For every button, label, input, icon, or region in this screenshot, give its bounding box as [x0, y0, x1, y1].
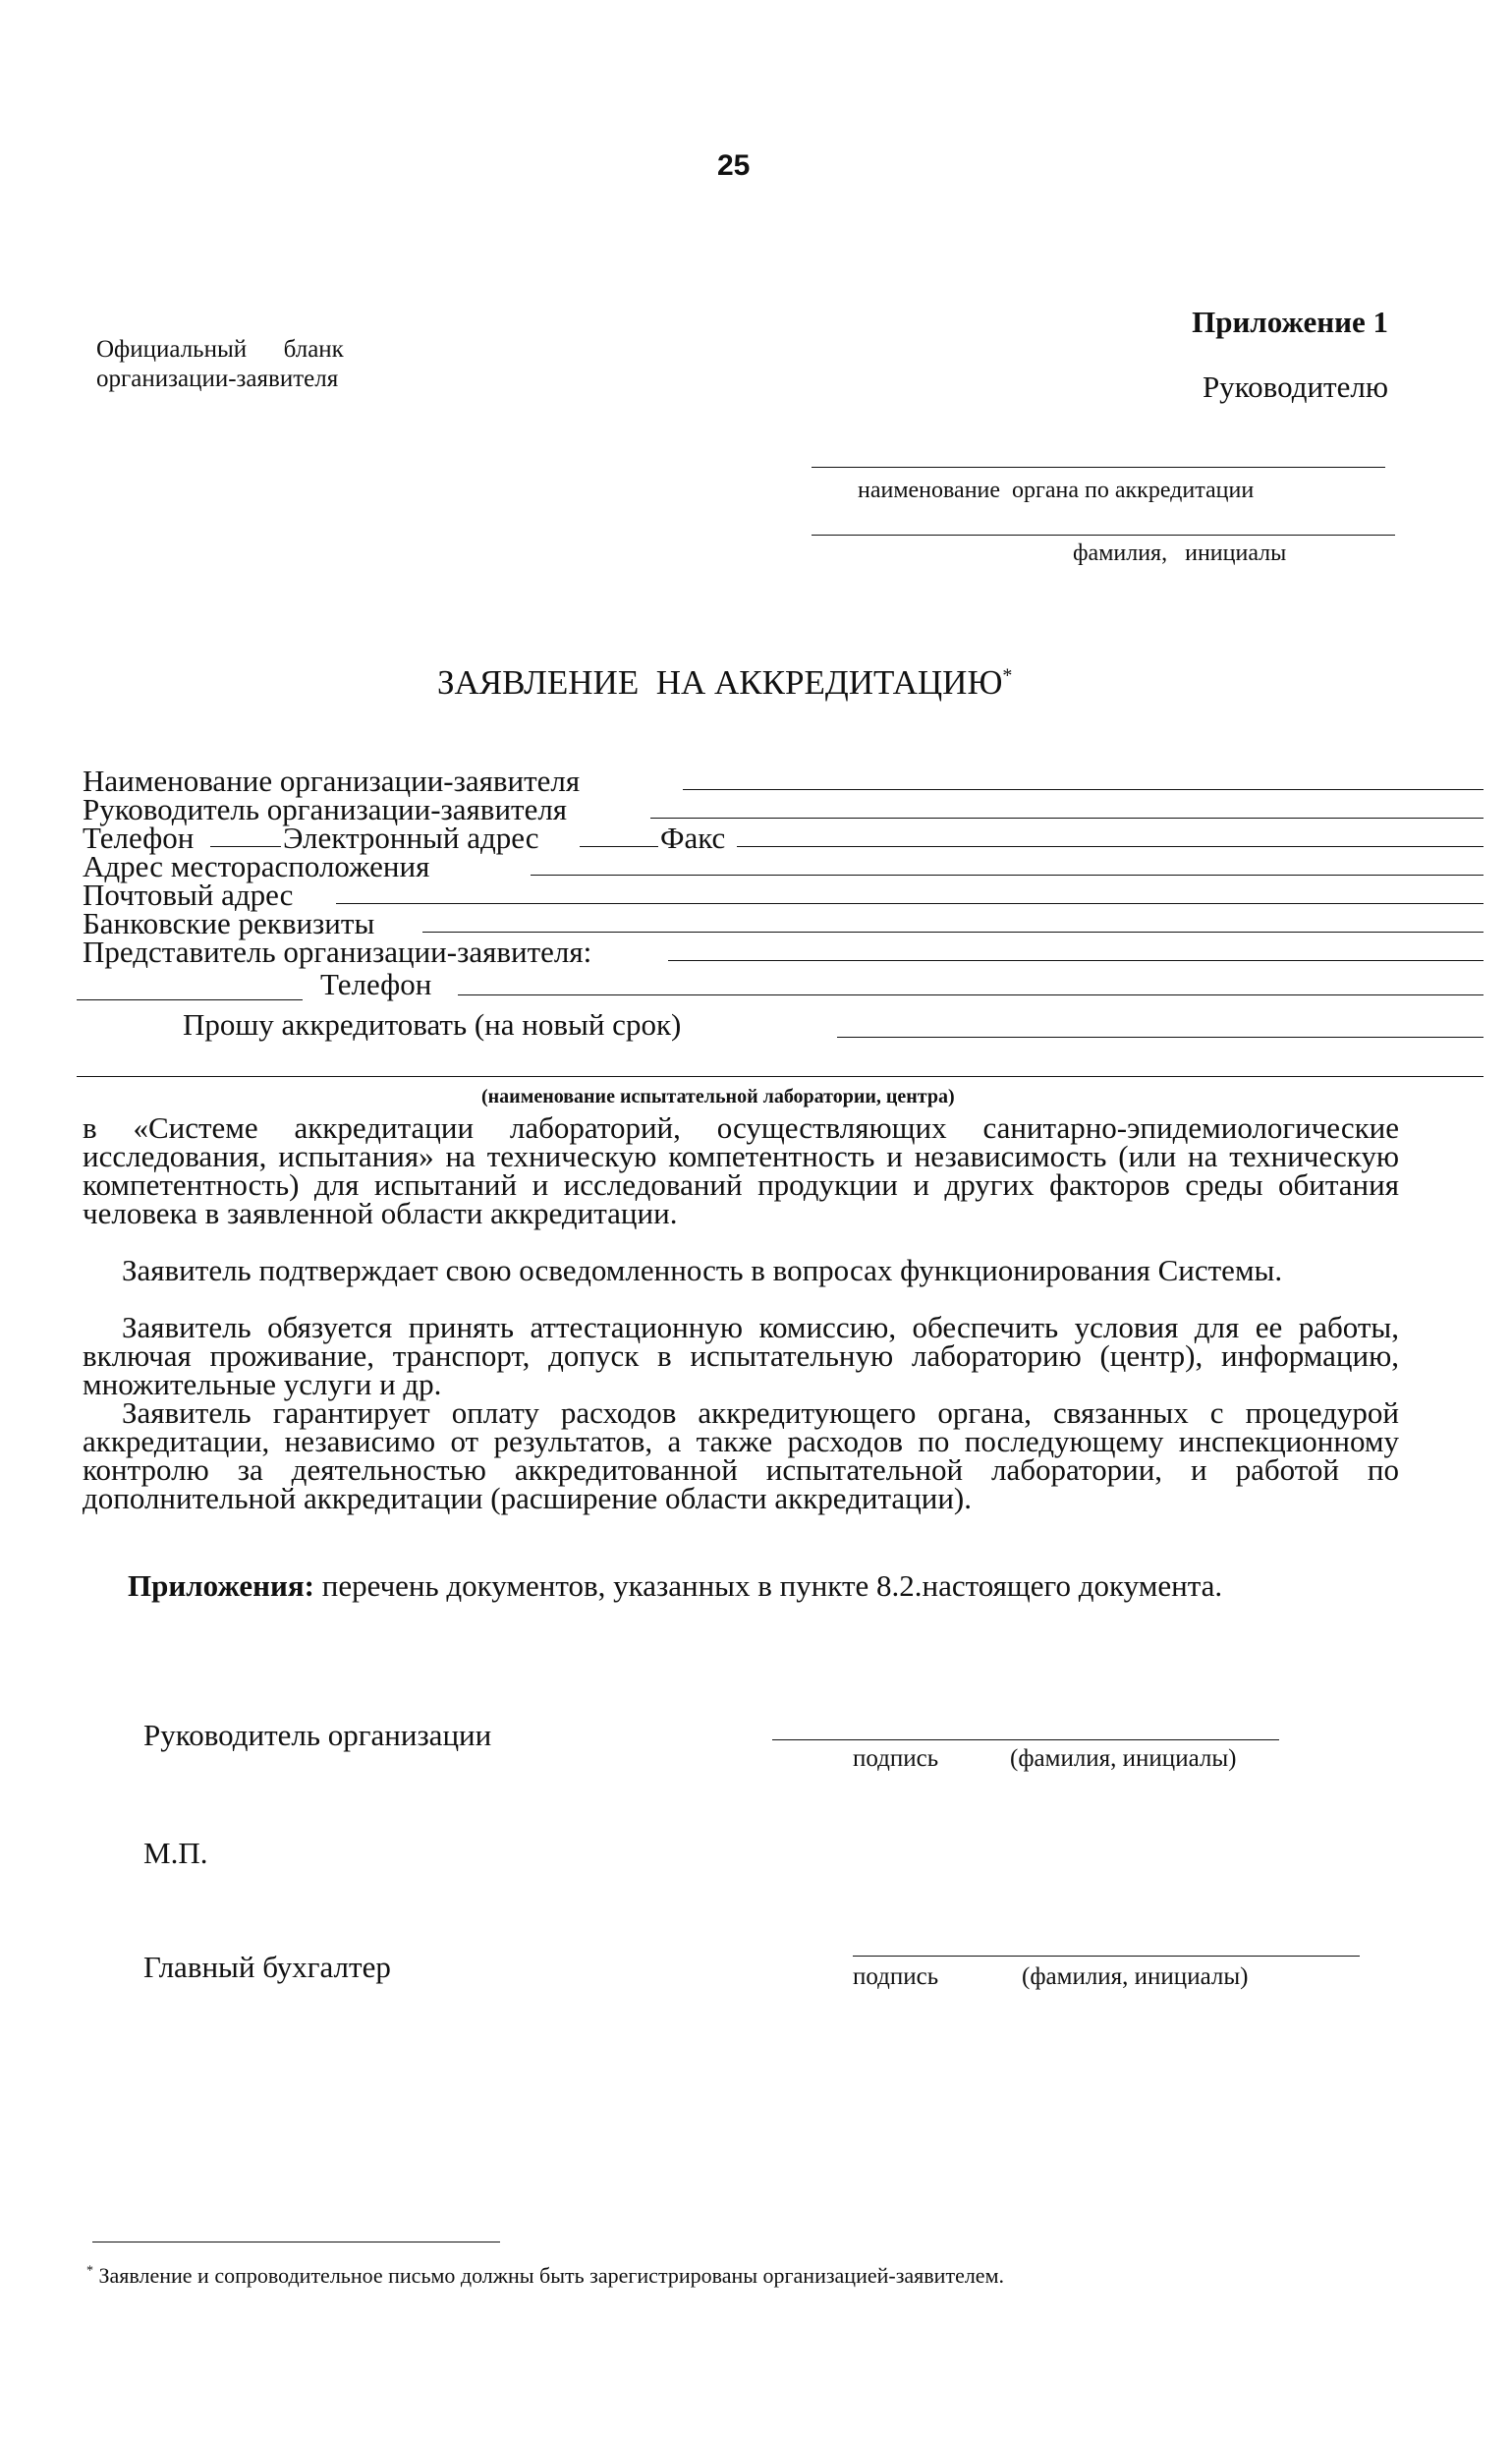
footnote-mark-2: * — [86, 2263, 93, 2279]
appendix-title: Приложение 1 — [1192, 305, 1388, 339]
label-location: Адрес месторасположения — [83, 849, 430, 883]
line-rep-phone — [458, 994, 1484, 995]
line-org-name — [683, 789, 1484, 790]
accountant-sign-hint: подпись — [853, 1963, 939, 1990]
footnote-text: Заявление и сопроводительное письмо должны быть зарегистрированы организацией-заявителем. — [98, 2263, 1004, 2288]
lab-name-hint: (наименование испытательной лаборатории, центра) — [481, 1086, 955, 1107]
label-bank: Банковские реквизиты — [83, 906, 375, 940]
line-head — [650, 818, 1484, 819]
paragraph-system: в «Системе аккредитации лабораторий, осуществляющих санитарно-эпидемиологические исследования, испытания» на техническую компетентность и независимость (или на техническую компетентность) для испытаний и исследований продукции и других факторов среды обитания человека в заявленной области аккредитации. — [83, 1110, 1399, 1230]
footnote-mark: * — [1002, 664, 1013, 687]
paragraph-awareness — [83, 1253, 1399, 1287]
line-request — [837, 1037, 1484, 1038]
title-text: ЗАЯВЛЕНИЕ НА АККРЕДИТАЦИЮ — [437, 663, 1003, 702]
org-name-hint: наименование органа по аккредитации — [858, 478, 1255, 503]
label-postal: Почтовый адрес — [83, 878, 294, 912]
line-fax — [737, 846, 1484, 847]
letterhead-line-1: Официальный бланк — [96, 336, 344, 363]
line-email — [580, 846, 658, 847]
accountant-signature-label: Главный бухгалтер — [143, 1950, 391, 1984]
line-rep-name — [77, 999, 303, 1000]
line-lab-name — [77, 1076, 1484, 1077]
line-bank — [422, 932, 1484, 933]
line-representative — [668, 960, 1484, 961]
addressee: Руководителю — [1202, 369, 1388, 404]
attachments — [128, 1568, 1222, 1604]
label-email: Электронный адрес — [283, 821, 539, 855]
paragraph-awareness-text: Заявитель подтверждает свою осведомленность в вопросах функционирования Системы. — [122, 1253, 1283, 1287]
label-phone: Телефон — [83, 821, 195, 855]
label-rep-phone: Телефон — [320, 967, 432, 1001]
paragraph-payment — [83, 1395, 1399, 1515]
letterhead-line-2: организации-заявителя — [96, 366, 339, 392]
label-request: Прошу аккредитовать (на новый срок) — [183, 1007, 682, 1042]
paragraph-commission-text: Заявитель обязуется принять аттестационную комиссию, обеспечить условия для ее работы, включая проживание, транспорт, допуск в испытательную лабораторию (центр), информацию, множительные услуги и др. — [83, 1310, 1399, 1401]
page-number: 25 — [717, 149, 751, 182]
head-signature-line — [772, 1739, 1279, 1740]
paragraph-payment-text: Заявитель гарантирует оплату расходов аккредитующего органа, связанных с процедурой аккредитации, независимо от результатов, а также расходов по последующему инспекционному контролю за деятельностью аккредитованной испытательной лаборатории, и работой по дополнительной аккредитации (расширение области аккредитации). — [83, 1395, 1399, 1515]
attachments-label: Приложения: — [128, 1568, 314, 1603]
document-title — [437, 663, 1012, 703]
line-location — [531, 875, 1484, 876]
label-org-name: Наименование организации-заявителя — [83, 764, 581, 798]
label-head: Руководитель организации-заявителя — [83, 792, 568, 826]
label-representative: Представитель организации-заявителя: — [83, 935, 592, 969]
org-name-line — [812, 467, 1385, 468]
accountant-name-hint: (фамилия, инициалы) — [1022, 1963, 1249, 1990]
paragraph-commission — [83, 1310, 1399, 1401]
footnote — [86, 2263, 1004, 2289]
head-name-hint: фамилия, инициалы — [1073, 540, 1287, 566]
accountant-signature-line — [853, 1956, 1360, 1957]
head-name-line — [812, 535, 1395, 536]
head-name-hint-2: (фамилия, инициалы) — [1010, 1745, 1237, 1772]
attachments-text: перечень документов, указанных в пункте 8.2.настоящего документа. — [313, 1568, 1223, 1603]
label-fax: Факс — [660, 821, 726, 855]
head-sign-hint: подпись — [853, 1745, 939, 1772]
line-phone — [210, 846, 281, 847]
stamp-label: М.П. — [143, 1836, 208, 1870]
head-signature-label: Руководитель организации — [143, 1718, 492, 1752]
line-postal — [336, 903, 1484, 904]
